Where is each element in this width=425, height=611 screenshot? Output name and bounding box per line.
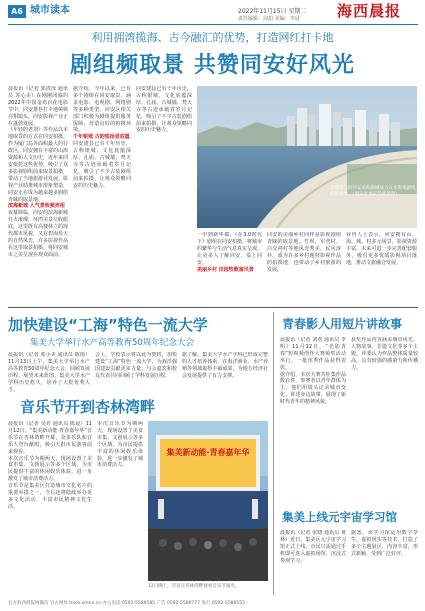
feature-body-6: 同安的美丽乡村同样是影视剧组青睐的取景地。竹坝、军营村、白交祠村等地风光秀美，民风淳朴，成为许多乡村题材影视作品的拍摄地，也带动了乡村旅游的发展。 <box>267 232 341 273</box>
page-footer: 官方海西晨报网微信 官方网址 hxcb.xmnn.cn 办公电话 0592-5589585 广告 0592-5589777 发行 0592-5589555 <box>8 601 245 606</box>
university-body-1: 晨报讯（记者 邓小美 通讯员 陈雨）11月13日上午，集美大学举行水产高等教育50周年纪念大会，回顾发展历程，展望未来蓝图。集美大学水产学科历史悠久，培养了大批优秀人才。 <box>8 352 90 393</box>
feature-column-5 <box>267 232 341 304</box>
micro-film-column-1 <box>280 337 346 505</box>
feature-body-1: 《年轻的老刘》等作品以本地取景的方式在同安拍摄。作为厦门岛外面积最大的行政区，同安拥有丰富的山海资源和人文历史，近年来同安依托这些优势，吸引了众多影视剧组前来取景拍摄，带动了当地旅游业发展。影视产业助推城市形象塑造，同安正在成为越来越多剧组青睐的取景地。 <box>8 127 68 203</box>
section-code: A6 <box>8 5 26 18</box>
music-photo <box>148 421 268 581</box>
music-column-1 <box>8 421 92 591</box>
micro-film-title: 青春影人用短片讲故事 <box>282 317 403 331</box>
university-column-2 <box>95 352 177 394</box>
feature-photo <box>197 86 417 228</box>
column-divider <box>273 312 274 595</box>
feature-subhead-3: 美丽乡村 田园牧歌富风景 <box>197 266 254 273</box>
museum-title: 集美上线元宇宙学习馆 <box>282 510 397 524</box>
feature-column-6 <box>346 232 417 304</box>
music-column-2 <box>97 421 143 591</box>
feature-column-2 <box>73 86 131 278</box>
museum-body-1: 晨报讯（记者 张晓 通讯员 黄林）近日，集美区元宇宙学习馆正式上线，市民只需通过手机即可进入虚拟场馆，沉浸式参观学习。 <box>280 530 346 564</box>
header-rule <box>8 24 418 25</box>
music-body-1: 晨报讯（记者 吴君 通讯员 陈晨）11月12日，“集美新动能·青春嘉年华”音乐节在杏林湾畔开幕，众多乐队和音乐人登台献唱，吸引大批市民游客前来观看。 <box>8 421 92 455</box>
museum-body-2: 据悉，该学习馆运用数字孪生、虚拟现实等技术，打造了多个主题展区，内容丰富，形式新颖，受到广泛好评。 <box>351 530 418 557</box>
museum-column-2 <box>351 530 418 596</box>
feature-body-2: 夜幕降临，同安的滨海新城灯火璀璨，环湾美景尽收眼底。这里既有高楼林立的现代都市风貌，又有碧海蓝天的自然风光，许多影视作品在这里取景拍摄，将同安城市之美呈现在观众面前。 <box>8 210 68 258</box>
university-subtitle: 集美大学举行水产高等教育50周年纪念大会 <box>30 338 194 348</box>
music-body-2b: 本次音乐节为期两天，现场设置了美食市集、文创展示等多个区域，为市民提供丰富的休闲娱乐体验，进一步激发了城市消费活力。 <box>97 421 143 469</box>
newspaper-logo: 海西晨报 <box>337 2 402 20</box>
feature-subhead-1: 滨海新城 人气景致频亮相 <box>8 203 65 210</box>
music-photo-caption: 12日晚上，市民在杏林湾畔观看音乐节演出。 <box>148 584 240 589</box>
micro-film-body-1: 晨报讯（记者 刘欢 通讯员 李明）11月12日，“光影青春”短视频创作大赛颁奖活动举行，一批优秀作品获得表彰。 <box>280 337 346 371</box>
micro-film-body-3: 获奖作品内容涵盖城市风光、人物故事、非遗文化等多个主题，评委认为作品整体质量较高，具有较强的感染力和传播力。 <box>351 337 418 371</box>
university-body-3: 据了解，集美大学水产学科已形成完整的人才培养体系，在海洋渔业、水产养殖等领域取得丰硕成果，为地方经济社会发展提供了有力支撑。 <box>182 352 268 379</box>
feature-body-5: 一中到新华都，《在3.0时代下》剧组在同安拍摄，将城市的繁华与生活气息真实呈现，让更多人了解同安、爱上同安。 <box>197 232 262 266</box>
music-body-3: 音乐节是集美区打造城市文化名片的重要举措之一，今后还将陆续举办更多文化活动，丰富市民精神文化生活。 <box>8 483 92 510</box>
section-divider <box>8 307 418 308</box>
university-column-3 <box>182 352 268 394</box>
feature-body-4: 同安建县已有千年历史，古称银城，文化底蕴深厚。孔庙、古城墙、梵天寺等古迹承载着岁月记忆，吸引了不少古装剧组前来拍摄，让观众领略同安的历史魅力。 <box>73 141 131 189</box>
museum-column-1 <box>280 530 346 596</box>
micro-film-column-2 <box>351 337 418 505</box>
university-column-1 <box>8 352 90 394</box>
feature-column-3 <box>136 86 192 278</box>
music-body-2: 本次音乐节为期两天，现场设置了美食市集、文创展示等多个区域，为市民提供丰富的休闲娱乐体验，进一步激发了城市消费活力。 <box>8 455 92 483</box>
micro-film-body-2: 据介绍，本次大赛共征集作品数百件，参赛者以青年群体为主，他们用镜头记录城市变化、讲述身边故事，展现了新时代青年的精神风貌。 <box>280 371 346 406</box>
section-name: 城市读本 <box>30 5 70 16</box>
feature-headline: 剧组频取景 共赞同安好风光 <box>70 53 355 78</box>
feature-body-3: 据介绍，今年以来，已有多个剧组在同安取景，涵盖电影、电视剧、网络剧等多种类型。同安区相关部门积极为剧组提供服务保障，营造良好的拍摄环境。 <box>73 86 131 134</box>
city-skyline-image <box>197 86 417 228</box>
feature-kicker: 利用拥湾揽海、古今融汇的优势，打造网红打卡地 <box>91 31 334 44</box>
stage-banner-text: 集美新动能·青春嘉年华 <box>166 448 250 457</box>
feature-photo-caption: 高楼林立的同安滨海新城成为众多影视剧组的取景地。（同安区委宣传部供图） <box>330 186 416 197</box>
university-body-2: 会上，学校表示将以此为契机，加快建设“工海”特色一流大学，为海洋强国建设贡献更多力量。与会嘉宾和校友代表共同回顾了学科发展历程。 <box>95 352 177 379</box>
feature-column-4 <box>197 232 262 304</box>
feature-subhead-2: 千年银城 古韵悠扬显底蕴 <box>73 134 130 141</box>
feature-body-4b: 同安建县已有千年历史，古称银城，文化底蕴深厚。孔庙、古城墙、梵天寺等古迹承载着岁月记忆，吸引了不少古装剧组前来拍摄，让观众领略同安的历史魅力。 <box>136 86 192 134</box>
concert-stage-image <box>148 421 268 581</box>
issue-date: 2022年11月15日 星期二 <box>238 8 307 15</box>
university-title: 加快建设“工海”特色一流大学 <box>8 316 208 334</box>
page-header <box>0 0 425 24</box>
editor-credit: 责任编辑：周旭 美编：李晨 <box>238 16 300 22</box>
music-title: 音乐节开到杏林湾畔 <box>20 398 156 416</box>
feature-lead: 晨报讯（记者 郭清泽 通讯员 苏心美）在刚刚闭幕的2022年中国金鸡百花电影节中，同安推荐打卡地频频亮相镜头，同安影视产业正在蓬勃发展。 <box>8 86 68 127</box>
feature-column-1 <box>8 86 68 278</box>
feature-body-7: 业内人士表示，同安拥有山、海、城、村多元场景，影视资源丰富，未来可进一步完善配套服务，吸引更多优质影视项目落地，推动文旅融合发展。 <box>346 232 417 266</box>
